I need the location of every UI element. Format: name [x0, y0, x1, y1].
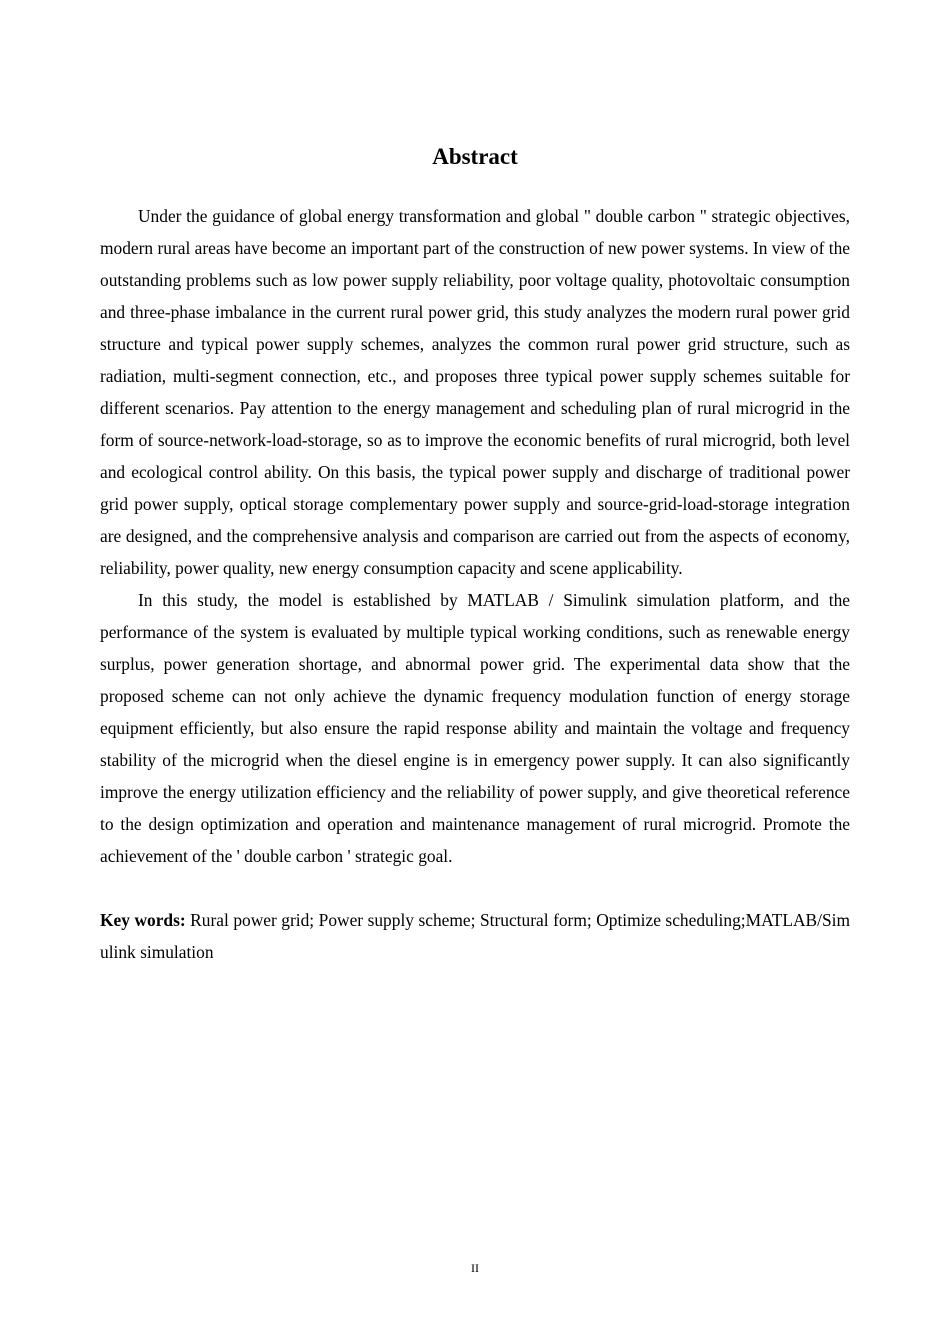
abstract-paragraph-1: Under the guidance of global energy transformation and global " double carbon " strategic objectives, modern rural areas have become an important part of the construction of new power systems. In view of the outstanding problems such as low power supply reliability, poor voltage quality, photovoltaic consumption and three-phase imbalance in the current rural power grid, this study analyzes the modern rural power grid structure and typical power supply schemes, analyzes the common rural power grid structure, such as radiation, multi-segment connection, etc., and proposes three typical power supply schemes suitable for different scenarios. Pay attention to the energy management and scheduling plan of rural microgrid in the form of source-network-load-storage, so as to improve the economic benefits of rural microgrid, both level and ecological control ability. On this basis, the typical power supply and discharge of traditional power grid power supply, optical storage complementary power supply and source-grid-load-storage integration are designed, and the comprehensive analysis and comparison are carried out from the aspects of economy, reliability, power quality, new energy consumption capacity and scene applicability.	[100, 206, 850, 578]
page-number: II	[471, 1261, 479, 1275]
keywords-text: Rural power grid; Power supply scheme; Structural form; Optimize scheduling;MATLAB/Simulink simulation	[100, 910, 850, 962]
keywords-label: Key words:	[100, 910, 186, 930]
keywords-line	[100, 904, 850, 968]
abstract-body	[100, 200, 850, 968]
abstract-title: Abstract	[432, 144, 518, 169]
abstract-paragraph-2: In this study, the model is established by MATLAB / Simulink simulation platform, and the performance of the system is evaluated by multiple typical working conditions, such as renewable energy surplus, power generation shortage, and abnormal power grid. The experimental data show that the proposed scheme can not only achieve the dynamic frequency modulation function of energy storage equipment efficiently, but also ensure the rapid response ability and maintain the voltage and frequency stability of the microgrid when the diesel engine is in emergency power supply. It can also significantly improve the energy utilization efficiency and the reliability of power supply, and give theoretical reference to the design optimization and operation and maintenance management of rural microgrid. Promote the achievement of the ' double carbon ' strategic goal.	[100, 590, 850, 866]
